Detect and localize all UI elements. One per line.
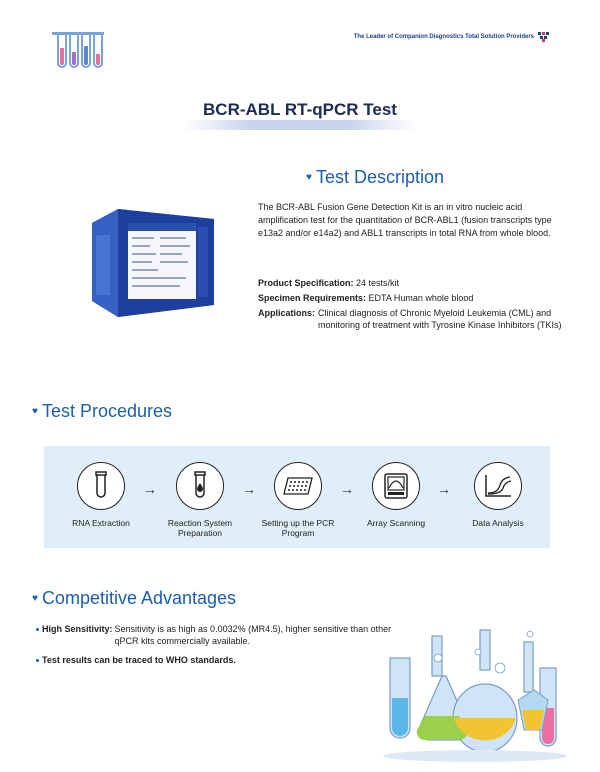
step-reaction-system-preparation: Reaction System Preparation [160, 462, 240, 538]
step-icon-circle [176, 462, 224, 510]
step-icon-circle [77, 462, 125, 510]
test-procedures-heading: ♥ Test Procedures [32, 401, 172, 421]
step-array-scanning: Array Scanning [358, 462, 434, 528]
page-title-banner [182, 96, 418, 130]
step-arrow: → [340, 481, 354, 497]
title-underline [182, 120, 418, 130]
step-data-analysis: Data Analysis [460, 462, 536, 528]
brand-mark-icon [538, 32, 550, 42]
heart-bullet-icon: ♥ [32, 593, 38, 604]
step-arrow: → [242, 481, 256, 497]
tagline: The Leader of Companion Diagnostics Total Solution Providers [354, 32, 550, 42]
advantage-high-sensitivity: High Sensitivity: Sensitivity is as high as 0.0032% (MR4.5), higher sensitive than other qPCR kits commercially available. [36, 623, 396, 647]
scanner-icon [383, 472, 409, 500]
step-rna-extraction: RNA Extraction [72, 462, 130, 528]
test-description-body: The BCR-ABL Fusion Gene Detection Kit is an in vitro nucleic acid amplification test for the quantitation of BCR-ABL1 (fusion transcripts type e13a2 and/or e14a2) and ABL1 transcripts in total RNA from whole blood. [258, 202, 552, 238]
step-icon-circle [274, 462, 322, 510]
bullet-dot-icon [36, 659, 39, 662]
advantage-who-standards: Test results can be traced to WHO standards. [36, 654, 236, 666]
step-arrow: → [437, 481, 451, 497]
heart-bullet-icon: ♥ [306, 172, 312, 183]
step-icon-circle [372, 462, 420, 510]
tube-drop-icon [187, 471, 213, 501]
test-description-heading: ♥ Test Description [306, 167, 444, 187]
curve-chart-icon [483, 473, 513, 499]
spec-applications: Applications: Clinical diagnosis of Chronic Myeloid Leukemia (CML) and monitoring of treatment with Tyrosine Kinase Inhibitors (TKIs) [258, 308, 562, 330]
page-title: BCR-ABL RT-qPCR Test [203, 100, 397, 119]
step-arrow: → [143, 481, 157, 497]
bullet-dot-icon [36, 628, 39, 631]
test-tube-icon [88, 471, 114, 501]
step-icon-circle [474, 462, 522, 510]
spec-product-specification: Product Specification: 24 tests/kit [258, 278, 400, 288]
lab-flasks-illustration [380, 628, 570, 764]
spec-specimen-requirements: Specimen Requirements: EDTA Human whole blood [258, 293, 474, 303]
product-kit-box-image [88, 205, 218, 320]
heart-bullet-icon: ♥ [32, 406, 38, 417]
test-tubes-logo-icon [50, 28, 106, 74]
pcr-plate-icon [282, 476, 314, 496]
step-setting-up-pcr-program: Setting up the PCR Program [258, 462, 338, 538]
competitive-advantages-heading: ♥ Competitive Advantages [32, 588, 237, 608]
